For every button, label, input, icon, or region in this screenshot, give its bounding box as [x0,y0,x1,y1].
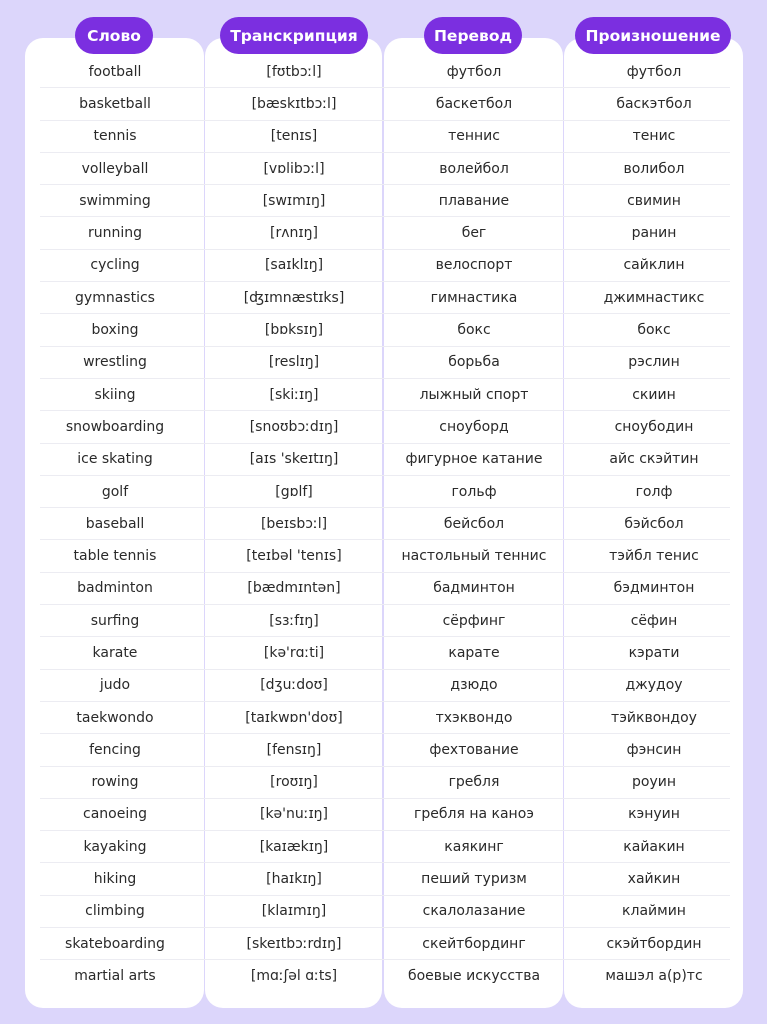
table-row [40,185,730,217]
word-cell: football [88,63,142,80]
translation-cell: велоспорт [435,257,513,274]
translation-cell: гольф [451,483,497,500]
table-row [40,605,730,637]
pronunciation-cell: роуин [632,774,676,791]
translation-cell: гимнастика [430,289,518,306]
transcription-cell: [teɪbəl 'tenɪs] [246,548,342,565]
word-cell: skateboarding [65,935,165,952]
translation-cell: боевые искусства [407,968,541,985]
table-row [40,831,730,863]
vocabulary-table [40,56,730,993]
pronunciation-cell: свимин [627,192,681,209]
pronunciation-cell: сайклин [623,257,685,274]
table-row [40,670,730,702]
word-cell: kayaking [83,838,147,855]
translation-cell: гребля [448,774,500,791]
header-transcription: Транскрипция [220,17,368,54]
pronunciation-cell: клаймин [622,903,686,920]
transcription-cell: [fensɪŋ] [266,741,322,758]
pronunciation-cell: кэнуин [628,806,680,823]
word-cell: climbing [85,903,145,920]
table-row [40,734,730,766]
table-row [40,250,730,282]
pronunciation-cell: бэйсбол [624,515,684,532]
word-cell: basketball [79,95,151,112]
word-cell: tennis [93,128,137,145]
word-cell: swimming [79,192,151,209]
word-cell: running [87,225,143,242]
word-cell: baseball [85,515,145,532]
word-cell: rowing [91,774,139,791]
transcription-cell: [swɪmɪŋ] [262,192,326,209]
word-cell: wrestling [83,354,147,371]
word-cell: badminton [77,580,153,597]
translation-cell: волейбол [439,160,509,177]
word-cell: ice skating [77,451,153,468]
pronunciation-cell: сёфин [630,612,678,629]
word-cell: hiking [93,871,137,888]
word-cell: golf [101,483,129,500]
table-row [40,896,730,928]
translation-cell: теннис [448,128,500,145]
transcription-cell: [aɪs 'skeɪtɪŋ] [249,451,339,468]
word-cell: volleyball [81,160,149,177]
table-row [40,540,730,572]
table-row [40,702,730,734]
pronunciation-cell: тенис [632,128,676,145]
transcription-cell: [gɒlf] [275,483,313,500]
translation-cell: баскетбол [435,95,513,112]
transcription-cell: [skiːɪŋ] [269,386,319,403]
word-cell: karate [92,644,138,661]
transcription-cell: [mɑːʃəl ɑːts] [250,968,338,985]
table-row [40,411,730,443]
table-row [40,799,730,831]
table-row [40,282,730,314]
transcription-cell: [rʌnɪŋ] [270,225,318,242]
transcription-cell: [bɒksɪŋ] [264,322,324,339]
transcription-cell: [haɪkɪŋ] [266,871,322,888]
word-cell: gymnastics [75,289,155,306]
transcription-cell: [beɪsbɔːl] [260,515,328,532]
pronunciation-cell: кайакин [623,838,685,855]
table-row [40,347,730,379]
translation-cell: гребля на каноэ [414,806,534,823]
transcription-cell: [reslɪŋ] [268,354,320,371]
transcription-cell: [tenɪs] [270,128,318,145]
pronunciation-cell: джимнастикс [603,289,705,306]
translation-cell: карате [448,644,500,661]
transcription-cell: [roʊɪŋ] [270,774,318,791]
word-cell: canoeing [83,806,147,823]
pronunciation-cell: ранин [631,225,677,242]
translation-cell: бадминтон [433,580,515,597]
pronunciation-cell: скэйтбордин [606,935,702,952]
header-pronunciation: Произношение [575,17,731,54]
pronunciation-cell: волибол [623,160,685,177]
table-row [40,153,730,185]
transcription-cell: [bæskɪtbɔːl] [251,95,337,112]
translation-cell: футбол [446,63,502,80]
table-row [40,444,730,476]
pronunciation-cell: машэл а(р)тс [605,968,703,985]
word-cell: judo [99,677,131,694]
table-row [40,217,730,249]
word-cell: skiing [94,386,136,403]
translation-cell: бег [461,225,487,242]
word-cell: snowboarding [65,418,165,435]
transcription-cell: [taɪkwɒn'doʊ] [245,709,343,726]
table-row [40,121,730,153]
translation-cell: плавание [438,192,510,209]
pronunciation-cell: фэнсин [626,741,682,758]
word-cell: boxing [91,322,139,339]
pronunciation-cell: хайкин [627,871,681,888]
pronunciation-cell: баскэтбол [616,95,692,112]
translation-cell: скейтбординг [422,935,526,952]
transcription-cell: [vɒlibɔːl] [263,160,325,177]
word-cell: cycling [90,257,140,274]
transcription-cell: [snoʊbɔːdɪŋ] [249,418,339,435]
transcription-cell: [kaɪækɪŋ] [259,838,329,855]
header-word: Слово [75,17,153,54]
table-row [40,379,730,411]
transcription-cell: [kə'rɑːti] [263,644,325,661]
translation-cell: скалолазание [422,903,526,920]
translation-cell: каякинг [444,838,504,855]
table-row [40,56,730,88]
transcription-cell: [skeɪtbɔːrdɪŋ] [246,935,342,952]
transcription-cell: [sɜːfɪŋ] [269,612,319,629]
transcription-cell: [dʒuːdoʊ] [260,677,328,694]
word-cell: table tennis [73,548,157,565]
header-translation: Перевод [424,17,522,54]
table-row [40,637,730,669]
pronunciation-cell: сноубодин [614,418,694,435]
translation-cell: борьба [448,354,500,371]
translation-cell: дзюдо [450,677,498,694]
pronunciation-cell: футбол [626,63,682,80]
word-cell: surfing [90,612,140,629]
translation-cell: сёрфинг [442,612,506,629]
translation-cell: сноуборд [439,418,509,435]
table-row [40,88,730,120]
translation-cell: фигурное катание [405,451,543,468]
transcription-cell: [ʤɪmnæstɪks] [243,289,345,306]
pronunciation-cell: бокс [637,322,671,339]
transcription-cell: [bædmɪntən] [247,580,341,597]
table-row [40,863,730,895]
translation-cell: лыжный спорт [419,386,529,403]
pronunciation-cell: кэрати [628,644,680,661]
transcription-cell: [fʊtbɔːl] [266,63,322,80]
transcription-cell: [saɪklɪŋ] [264,257,324,274]
pronunciation-cell: айс скэйтин [609,451,699,468]
table-row [40,314,730,346]
transcription-cell: [kə'nuːɪŋ] [259,806,329,823]
pronunciation-cell: тэйквондоу [611,709,697,726]
translation-cell: пеший туризм [421,871,527,888]
table-row [40,928,730,960]
pronunciation-cell: тэйбл тенис [609,548,699,565]
pronunciation-cell: бэдминтон [613,580,695,597]
table-row [40,767,730,799]
table-row [40,573,730,605]
word-cell: taekwondo [76,709,154,726]
pronunciation-cell: скиин [632,386,676,403]
pronunciation-cell: рэслин [628,354,680,371]
translation-cell: фехтование [429,741,519,758]
transcription-cell: [klaɪmɪŋ] [261,903,327,920]
translation-cell: бейсбол [443,515,505,532]
translation-cell: бокс [457,322,491,339]
translation-cell: тхэквондо [435,709,513,726]
pronunciation-cell: голф [635,483,673,500]
pronunciation-cell: джудоу [625,677,683,694]
table-row [40,508,730,540]
word-cell: fencing [89,741,141,758]
table-row [40,476,730,508]
translation-cell: настольный теннис [401,548,547,565]
table-row [40,960,730,992]
word-cell: martial arts [74,968,156,985]
